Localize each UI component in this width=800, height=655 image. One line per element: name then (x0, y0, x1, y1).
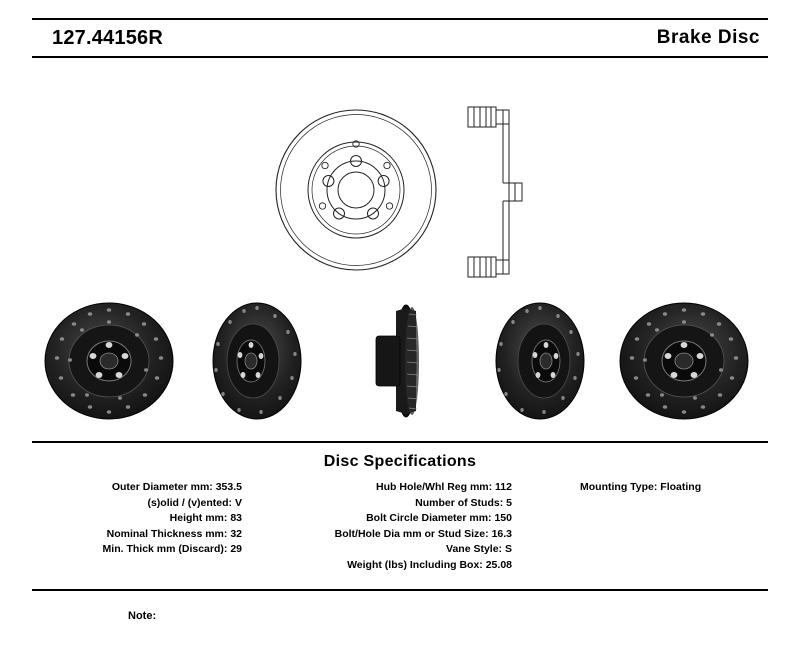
specifications-right-column (552, 480, 768, 496)
spec-row (32, 496, 242, 512)
spec-label: Nominal Thickness mm: (106, 527, 228, 540)
specifications-columns (32, 480, 768, 622)
drilled-slotted-rotor-angled-left-icon (195, 300, 315, 427)
brake-disc-cross-section-icon (462, 97, 542, 292)
spec-row (580, 480, 768, 496)
document-type-label: Brake Disc (656, 27, 760, 48)
note-row (128, 610, 156, 622)
specifications-left-column (32, 480, 242, 558)
spec-label: Height mm: (169, 512, 228, 524)
spec-row (257, 511, 512, 527)
drilled-slotted-rotor-front-left-icon (42, 300, 177, 427)
spec-row (32, 527, 242, 543)
note-label: Note: (128, 610, 157, 622)
spec-value: 25.08 (485, 558, 512, 571)
spec-value: 83 (230, 512, 242, 524)
spec-label: Weight (lbs) Including Box: (347, 558, 483, 571)
spec-value: 353.5 (215, 481, 242, 493)
spec-row (32, 511, 242, 527)
drilled-slotted-rotor-angled-right-icon (482, 300, 602, 427)
spec-label: Min. Thick mm (Discard): (102, 543, 228, 555)
spec-label: Vane Style: (446, 543, 503, 555)
spec-row (257, 527, 512, 543)
spec-row (257, 558, 512, 574)
spec-value: 29 (230, 543, 242, 555)
spec-value: Floating (660, 481, 702, 493)
spec-row (257, 542, 512, 558)
spec-value: 150 (494, 512, 512, 524)
rotor-photo-row (0, 300, 800, 430)
spec-row (32, 542, 242, 558)
spec-value: 16.3 (491, 527, 512, 540)
rotor-edge-profile-icon (360, 302, 452, 425)
drilled-slotted-rotor-front-right-icon (617, 300, 752, 427)
drawing-area (0, 75, 800, 440)
disc-specifications-panel (32, 441, 768, 622)
brake-disc-face-outline-icon (271, 105, 441, 280)
spec-value: 32 (230, 527, 242, 540)
spec-row (257, 480, 512, 496)
spec-label: Outer Diameter mm: (111, 481, 213, 493)
spec-value: 112 (495, 481, 512, 493)
spec-label: Mounting Type: (580, 481, 658, 493)
spec-label: Bolt/Hole Dia mm or Stud Size: (334, 527, 489, 540)
spec-label: (s)olid / (v)ented: (147, 496, 233, 509)
spec-row (257, 496, 512, 512)
spec-row (32, 480, 242, 496)
spec-value: S (504, 543, 512, 555)
spec-label: Number of Studs: (415, 496, 504, 509)
spec-value: 5 (506, 496, 512, 509)
part-number: 127.44156R (52, 26, 163, 49)
spec-label: Bolt Circle Diameter mm: (366, 512, 492, 524)
spec-value: V (234, 496, 242, 509)
document-header (32, 18, 768, 58)
specifications-middle-column (257, 480, 512, 573)
specifications-title: Disc Specifications (323, 453, 477, 470)
spec-label: Hub Hole/Whl Reg mm: (376, 481, 493, 493)
